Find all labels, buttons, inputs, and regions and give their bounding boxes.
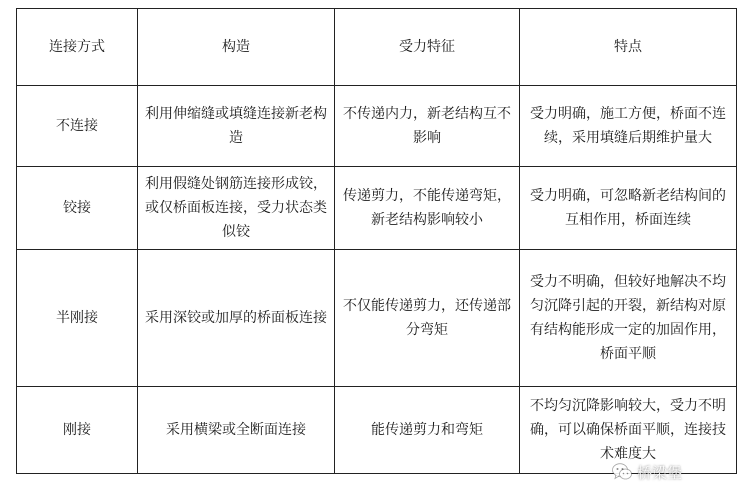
cell-features: 不均匀沉降影响较大，受力不明确，可以确保桥面平顺，连接技术难度大 xyxy=(520,387,737,474)
table-row xyxy=(17,86,737,167)
connection-comparison-table xyxy=(16,8,737,474)
watermark-text: 桥梁堡 xyxy=(636,463,682,482)
header-features: 特点 xyxy=(520,9,737,86)
cell-construction: 利用假缝处钢筋连接形成铰，或仅桥面板连接，受力状态类似铰 xyxy=(138,167,335,250)
cell-features: 受力不明确，但较好地解决不均匀沉降引起的开裂，新结构对原有结构能形成一定的加固作用，桥面平顺 xyxy=(520,250,737,387)
cell-construction: 利用伸缩缝或填缝连接新老构造 xyxy=(138,86,335,167)
table-row xyxy=(17,250,737,387)
cell-force-characteristics: 不传递内力，新老结构互不影响 xyxy=(335,86,520,167)
cell-features: 受力明确，可忽略新老结构间的互相作用，桥面连续 xyxy=(520,167,737,250)
header-construction: 构造 xyxy=(138,9,335,86)
cell-connection-method: 铰接 xyxy=(17,167,138,250)
cell-force-characteristics: 传递剪力，不能传递弯矩，新老结构影响较小 xyxy=(335,167,520,250)
cell-force-characteristics: 能传递剪力和弯矩 xyxy=(335,387,520,474)
cell-construction: 采用深铰或加厚的桥面板连接 xyxy=(138,250,335,387)
cell-connection-method: 半刚接 xyxy=(17,250,138,387)
table-header-row xyxy=(17,9,737,86)
header-connection-method: 连接方式 xyxy=(17,9,138,86)
watermark xyxy=(611,459,682,485)
cell-connection-method: 刚接 xyxy=(17,387,138,474)
cell-construction: 采用横梁或全断面连接 xyxy=(138,387,335,474)
header-force-characteristics: 受力特征 xyxy=(335,9,520,86)
table-row xyxy=(17,167,737,250)
cell-connection-method: 不连接 xyxy=(17,86,138,167)
cell-features: 受力明确，施工方便，桥面不连续，采用填缝后期维护量大 xyxy=(520,86,737,167)
wechat-icon xyxy=(611,461,633,483)
cell-force-characteristics: 不仅能传递剪力，还传递部分弯矩 xyxy=(335,250,520,387)
